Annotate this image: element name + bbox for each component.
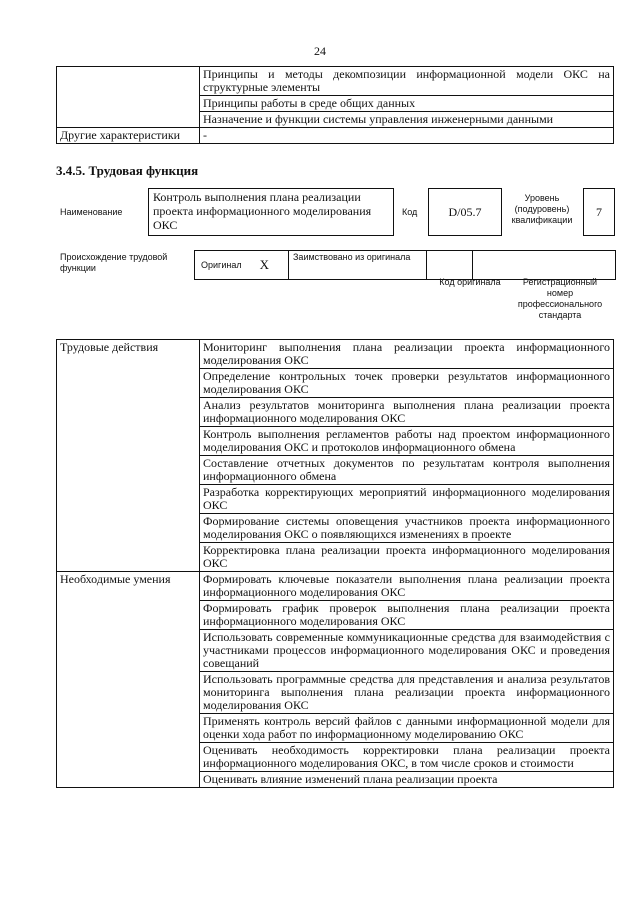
table-cell: Формирование системы оповещения участников проекта информационного моделирования ОКС о появляющихся изменениях в проекте	[200, 514, 614, 543]
table-cell: Определение контрольных точек проверки результатов информационного моделирования ОКС	[200, 369, 614, 398]
table-row	[57, 572, 614, 601]
table-row	[57, 340, 614, 369]
code-value: D/05.7	[428, 188, 502, 236]
origin-code-cell	[427, 251, 473, 279]
table-cell: Формировать ключевые показатели выполнения плана реализации проекта информационного моделирования ОКС	[200, 572, 614, 601]
reg-number-label: Регистрационный номер профессионального стандарта	[517, 277, 603, 320]
table-row	[57, 128, 614, 144]
origin-label: Происхождение трудовой функции	[60, 252, 168, 273]
group-label-skills: Необходимые умения	[57, 572, 200, 788]
section-heading: 3.4.5. Трудовая функция	[56, 163, 199, 178]
table-cell: Контроль выполнения регламентов работы над проектом информационного моделирования ОКС и протоколов информационного обмена	[200, 427, 614, 456]
code-label: Код	[402, 207, 418, 217]
table-cell: Формировать график проверок выполнения плана реализации проекта информационного моделирования ОКС	[200, 601, 614, 630]
borrowed-cell: Заимствовано из оригинала	[289, 251, 427, 279]
table-cell: Использовать программные средства для представления и анализа результатов мониторинга выполнения плана реализации проекта информационного моделирования ОКС	[200, 672, 614, 714]
level-value: 7	[583, 188, 615, 236]
table-cell: Оценивать необходимость корректировки плана реализации проекта информационного моделирования ОКС, в том числе сроков и стоимости	[200, 743, 614, 772]
original-label: Оригинал	[201, 259, 242, 270]
table-cell-label	[57, 67, 200, 128]
table-cell: Разработка корректирующих мероприятий информационного моделирования ОКС	[200, 485, 614, 514]
original-cell	[195, 251, 289, 279]
top-characteristics-table	[56, 66, 614, 144]
origin-strip	[194, 250, 616, 280]
level-label: Уровень (подуровень) квалификации	[511, 193, 573, 225]
table-cell: Мониторинг выполнения плана реализации проекта информационного моделирования ОКС	[200, 340, 614, 369]
name-label: Наименование	[60, 207, 123, 217]
table-cell-value: Назначение и функции системы управления инженерными данными	[200, 112, 614, 128]
labor-function-table	[56, 339, 614, 788]
table-cell: Анализ результатов мониторинга выполнения плана реализации проекта информационного моделирования ОКС	[200, 398, 614, 427]
table-cell: Использовать современные коммуникационные средства для взаимодействия с участниками процессов информационного моделирования ОКС и проведения совещаний	[200, 630, 614, 672]
page-number: 24	[314, 44, 326, 58]
table-row	[57, 67, 614, 96]
name-value: Контроль выполнения плана реализации проекта информационного моделирования ОКС	[148, 188, 394, 236]
origin-code-label: Код оригинала	[439, 277, 501, 287]
reg-number-cell	[473, 251, 615, 279]
table-cell: Применять контроль версий файлов с данными информационной модели для оценки хода работ по информационному моделированию ОКС	[200, 714, 614, 743]
group-label-actions: Трудовые действия	[57, 340, 200, 572]
table-cell: Составление отчетных документов по результатам контроля выполнения информационного обмена	[200, 456, 614, 485]
original-mark: X	[259, 257, 269, 272]
table-cell-value: Принципы работы в среде общих данных	[200, 96, 614, 112]
table-cell-value: -	[200, 128, 614, 144]
table-cell-label: Другие характеристики	[57, 128, 200, 144]
table-cell-value: Принципы и методы декомпозиции информационной модели ОКС на структурные элементы	[200, 67, 614, 96]
table-cell: Оценивать влияние изменений плана реализации проекта	[200, 772, 614, 788]
table-cell: Корректировка плана реализации проекта информационного моделирования ОКС	[200, 543, 614, 572]
